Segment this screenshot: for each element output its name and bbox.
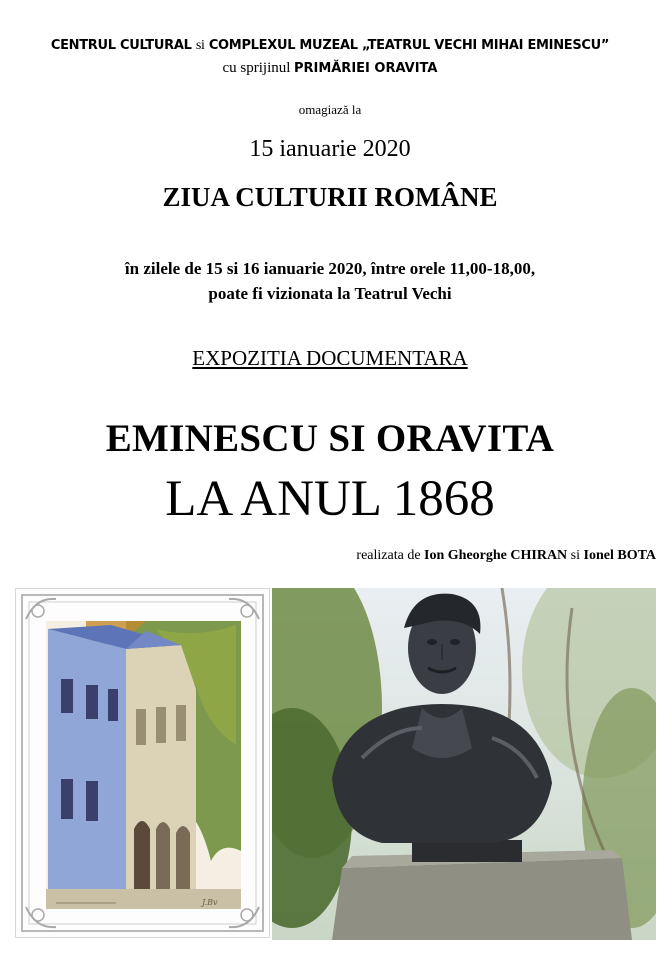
credits-author-2: Ionel BOTA: [583, 548, 656, 563]
event-date: 15 ianuarie 2020: [249, 136, 411, 162]
eminescu-bust-drawing: [272, 588, 656, 940]
credits-conjunction: si: [570, 548, 581, 563]
intro-text: omagiază la: [298, 102, 362, 117]
exhibition-title-line-2: LA ANUL 1868: [165, 471, 495, 527]
support-line: [0, 60, 660, 77]
support-prefix: cu sprijinul: [222, 60, 291, 76]
exhibition-title-line-1: EMINESCU SI ORAVITA: [105, 417, 555, 460]
svg-text:J.Bv: J.Bv: [202, 898, 218, 907]
exhibition-type: EXPOZITIA DOCUMENTARA: [192, 346, 468, 370]
credits-prefix: realizata de: [356, 548, 421, 563]
eminescu-bust-photo: [272, 588, 656, 940]
schedule-line-1: în zilele de 15 si 16 ianuarie 2020, între orele 11,00-18,00,: [124, 259, 536, 278]
org-conjunction: si: [195, 38, 205, 53]
organizers-line: [0, 38, 660, 54]
org-complexul-muzeal: COMPLEXUL MUZEAL „TEATRUL VECHI MIHAI EMINESCU”: [208, 38, 610, 53]
watercolor-theatre-image: [15, 588, 270, 938]
watercolor-theatre-drawing: [16, 589, 269, 937]
schedule-line-2: poate fi vizionata la Teatrul Vechi: [208, 284, 452, 303]
credits-line: [356, 548, 656, 564]
schedule: [0, 256, 660, 306]
credits-author-1: Ion Gheorghe CHIRAN: [424, 548, 568, 563]
support-org: PRIMĂRIEI ORAVITA: [293, 61, 438, 76]
event-title: ZIUA CULTURII ROMÂNE: [162, 182, 498, 212]
org-centrul-cultural: CENTRUL CULTURAL: [50, 38, 192, 53]
